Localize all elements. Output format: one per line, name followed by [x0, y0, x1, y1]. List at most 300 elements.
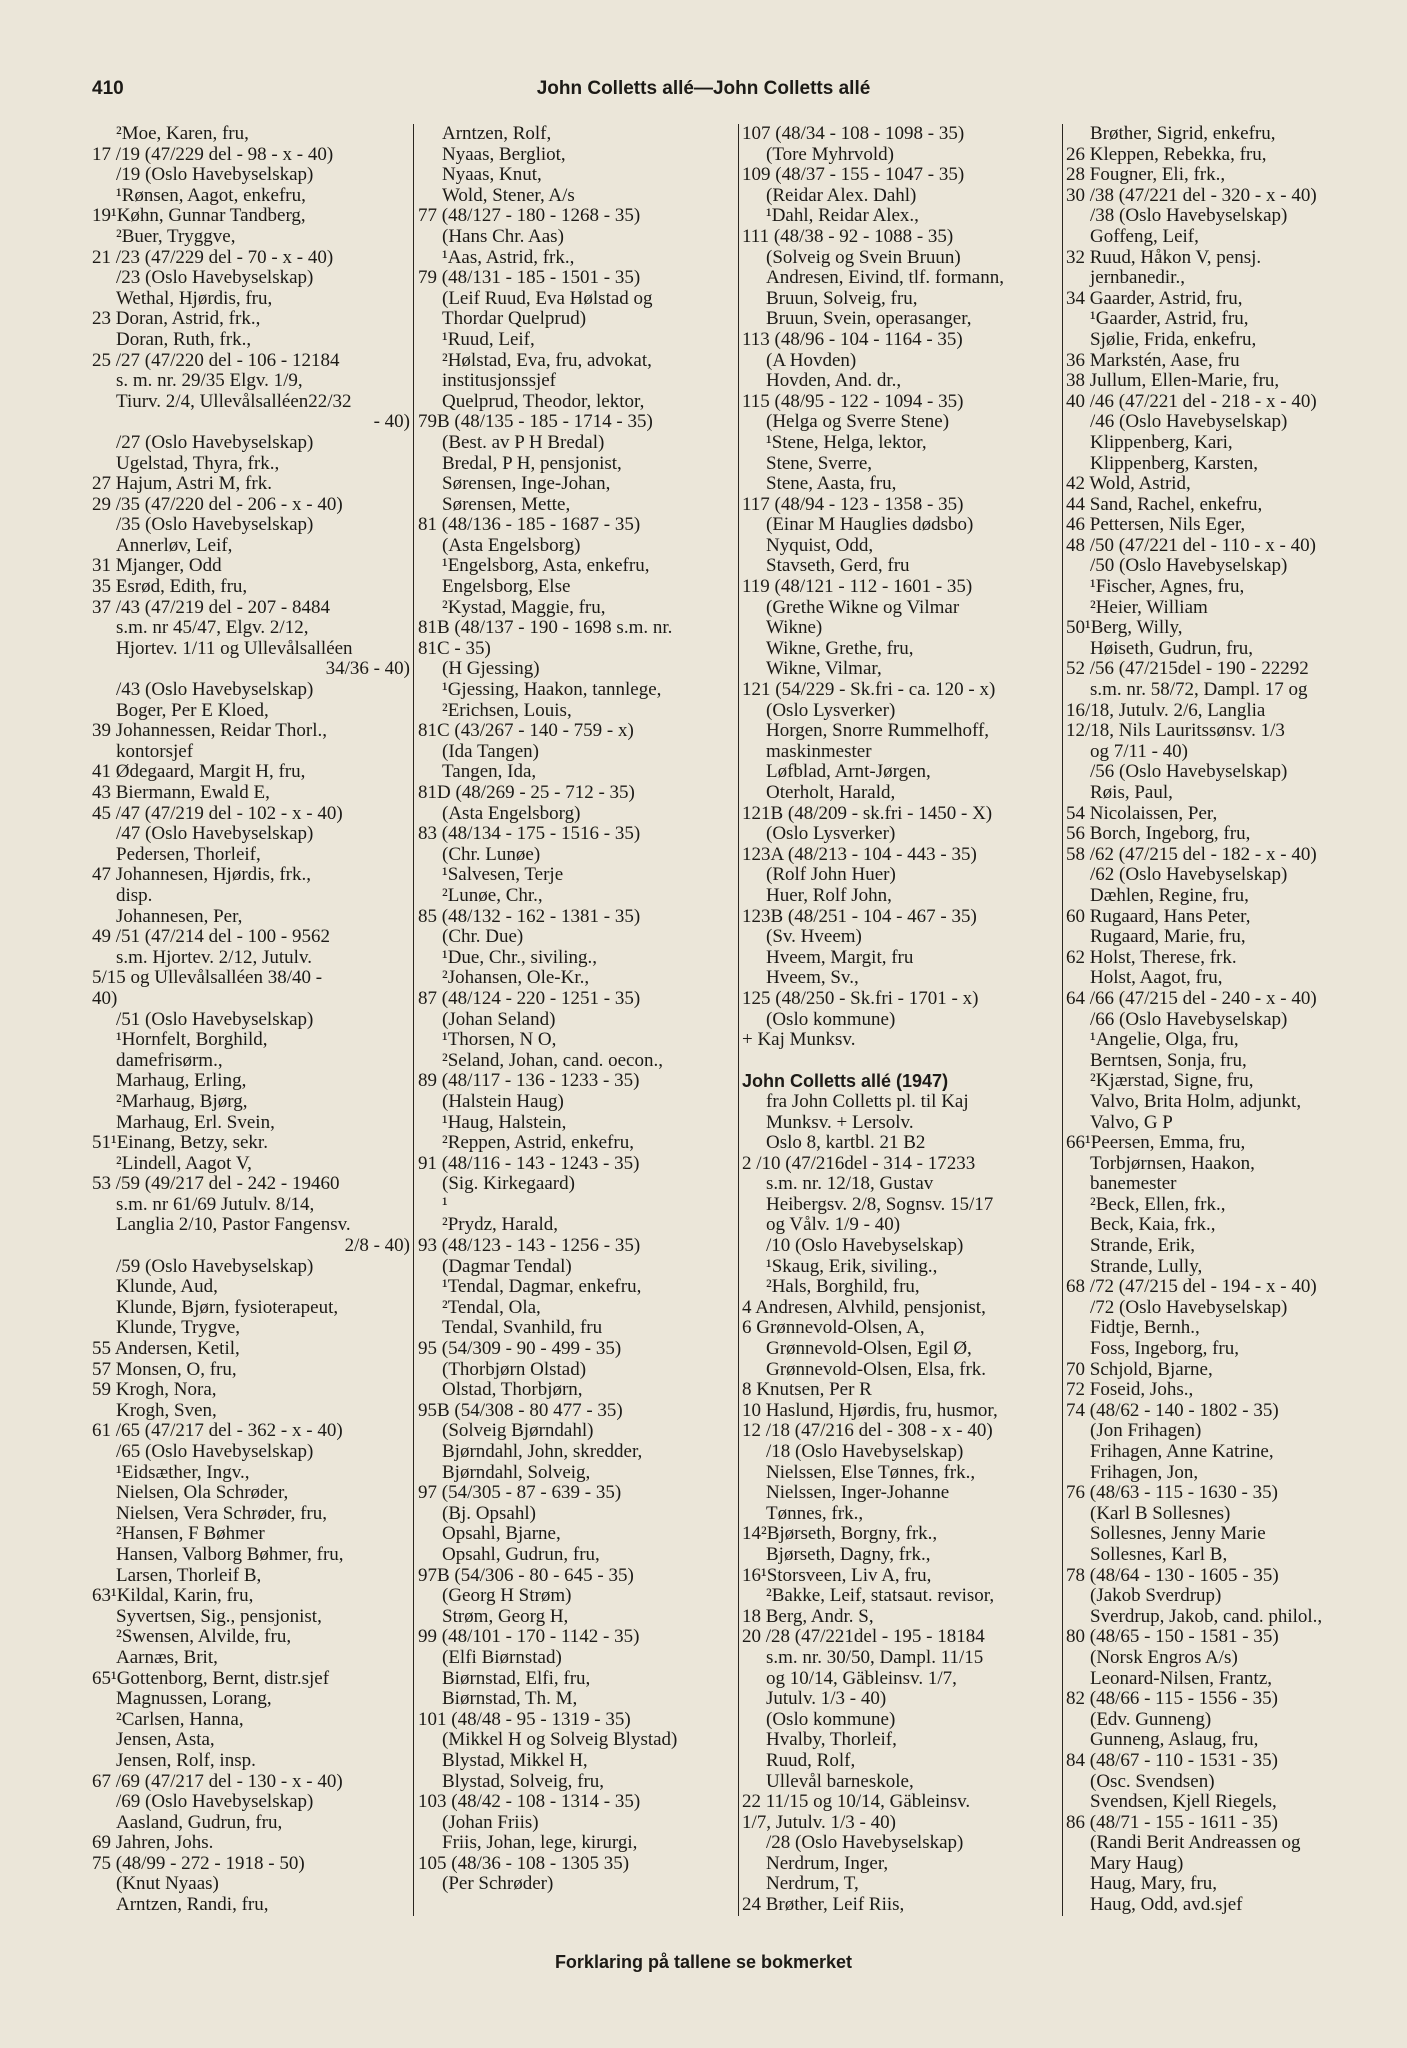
address-entry: 121B (48/209 - sk.fri - 1450 - X)	[742, 803, 993, 824]
resident-line: ¹	[442, 1194, 448, 1215]
address-entry: 12/18, Nils Lauritssønsv. 1/3	[1066, 721, 1285, 742]
address-entry: 40 /46 (47/221 del - 218 - x - 40)	[1066, 391, 1317, 412]
resident-line: /56 (Oslo Havebyselskap)	[1090, 762, 1288, 783]
resident-line: Ullevål barneskole,	[766, 1771, 914, 1792]
resident-line: /43 (Oslo Havebyselskap)	[116, 680, 314, 701]
address-entry: 81 (48/136 - 185 - 1687 - 35)	[418, 515, 641, 536]
directory-columns	[92, 124, 1382, 1924]
resident-line: og 7/11 - 40)	[1090, 741, 1188, 762]
resident-line: (Helga og Sverre Stene)	[766, 412, 950, 433]
address-entry: 56 Borch, Ingeborg, fru,	[1066, 824, 1251, 845]
entry-continuation: - 40)	[373, 412, 410, 433]
resident-line: Munksv. + Lersolv.	[766, 1112, 914, 1133]
address-entry: 55 Andersen, Ketil,	[92, 1339, 240, 1360]
address-entry: 28 Fougner, Eli, frk.,	[1066, 165, 1226, 186]
resident-line: /50 (Oslo Havebyselskap)	[1090, 556, 1288, 577]
resident-line: Thordar Quelprud)	[442, 309, 587, 330]
address-entry: 93 (48/123 - 143 - 1256 - 35)	[418, 1236, 641, 1257]
resident-line: (Hans Chr. Aas)	[442, 226, 564, 247]
resident-line: Tiurv. 2/4, Ullevålsalléen22/32	[116, 391, 352, 412]
address-entry: 74 (48/62 - 140 - 1802 - 35)	[1066, 1400, 1279, 1421]
address-entry: 42 Wold, Astrid,	[1066, 474, 1191, 495]
address-entry: 111 (48/38 - 92 - 1088 - 35)	[742, 226, 954, 247]
resident-line: og 10/14, Gäbleinsv. 1/7,	[766, 1668, 957, 1689]
resident-line: Jutulv. 1/3 - 40)	[766, 1689, 887, 1710]
resident-line: /35 (Oslo Havebyselskap)	[116, 515, 314, 536]
resident-line: Bjørndahl, John, skredder,	[442, 1442, 643, 1462]
resident-line: Pedersen, Thorleif,	[116, 844, 261, 865]
resident-line: Nyaas, Bergliot,	[442, 144, 566, 165]
address-entry: 48 /50 (47/221 del - 110 - x - 40)	[1066, 535, 1316, 556]
resident-line: (Grethe Wikne og Vilmar	[766, 597, 960, 618]
resident-line: (Chr. Lunøe)	[442, 844, 541, 865]
resident-line: Engelsborg, Else	[442, 577, 571, 598]
address-entry: 101 (48/48 - 95 - 1319 - 35)	[418, 1709, 631, 1730]
resident-line: /23 (Oslo Havebyselskap)	[116, 268, 314, 289]
address-entry: 1/7, Jutulv. 1/3 - 40)	[742, 1812, 896, 1833]
resident-line: ¹Stene, Helga, lektor,	[766, 432, 927, 453]
resident-line: Fidtje, Bernh.,	[1090, 1318, 1200, 1339]
resident-line: (Chr. Due)	[442, 927, 524, 948]
address-entry: 40)	[92, 988, 118, 1009]
address-entry: 51¹Einang, Betzy, sekr.	[92, 1133, 268, 1154]
address-entry: 75 (48/99 - 272 - 1918 - 50)	[92, 1853, 305, 1874]
resident-line: Aasland, Gudrun, fru,	[116, 1812, 283, 1833]
resident-line: Larsen, Thorleif B,	[116, 1565, 262, 1586]
resident-line: Berntsen, Sonja, fru,	[1090, 1050, 1247, 1071]
resident-line: ¹Salvesen, Terje	[442, 865, 564, 886]
resident-line: s.m. nr 45/47, Elgv. 2/12,	[116, 618, 309, 639]
resident-line: Valvo, G P	[1090, 1112, 1173, 1133]
resident-line: Arntzen, Randi, fru,	[116, 1895, 269, 1916]
resident-line: (Edv. Gunneng)	[1090, 1709, 1212, 1730]
resident-line: (Johan Friis)	[442, 1812, 539, 1833]
resident-line: Nielsen, Vera Schrøder, fru,	[116, 1503, 327, 1524]
resident-line: /27 (Oslo Havebyselskap)	[116, 432, 314, 453]
resident-line: Sørensen, Inge-Johan,	[442, 474, 611, 495]
resident-line: (Halstein Haug)	[442, 1091, 564, 1112]
resident-line: (Reidar Alex. Dahl)	[766, 185, 917, 206]
resident-line: (Asta Engelsborg)	[442, 535, 581, 556]
address-entry: 66¹Peersen, Emma, fru,	[1066, 1133, 1246, 1154]
resident-line: Klunde, Bjørn, fysioterapeut,	[116, 1297, 339, 1318]
resident-line: ¹Ruud, Leif,	[442, 329, 535, 350]
resident-line: Sjølie, Frida, enkefru,	[1090, 329, 1257, 350]
resident-line: disp.	[116, 885, 153, 906]
address-entry: 36 Markstén, Aase, fru	[1066, 350, 1240, 371]
resident-line: Klunde, Trygve,	[116, 1318, 241, 1339]
resident-line: (Oslo Lysverker)	[766, 700, 896, 721]
resident-line: Wikne, Vilmar,	[766, 659, 882, 680]
address-entry: 69 Jahren, Johs.	[92, 1833, 214, 1854]
address-entry: 81B (48/137 - 190 - 1698 s.m. nr.	[418, 618, 673, 639]
resident-line: Strande, Erik,	[1090, 1236, 1196, 1257]
address-entry: 97 (54/305 - 87 - 639 - 35)	[418, 1483, 622, 1504]
resident-line: (Osc. Svendsen)	[1090, 1771, 1215, 1792]
address-entry: 30 /38 (47/221 del - 320 - x - 40)	[1066, 185, 1317, 206]
resident-line: ¹Thorsen, N O,	[442, 1030, 557, 1051]
resident-line: Nerdrum, T,	[766, 1874, 859, 1895]
resident-line: ²Reppen, Astrid, enkefru,	[442, 1133, 634, 1154]
address-entry: 29 /35 (47/220 del - 206 - x - 40)	[92, 494, 343, 515]
resident-line: Wethal, Hjørdis, fru,	[116, 288, 273, 309]
address-entry: 72 Foseid, Johs.,	[1066, 1380, 1194, 1401]
resident-line: jernbanedir.,	[1090, 268, 1185, 289]
resident-line: ¹Due, Chr., siviling.,	[442, 947, 598, 968]
resident-line: /59 (Oslo Havebyselskap)	[116, 1256, 314, 1277]
address-entry: 50¹Berg, Willy,	[1066, 618, 1183, 639]
column-4	[1066, 124, 1382, 1924]
address-entry: 6 Grønnevold-Olsen, A,	[742, 1318, 925, 1339]
resident-line: Olstad, Thorbjørn,	[442, 1380, 583, 1401]
resident-line: (Oslo kommune)	[766, 1709, 896, 1730]
resident-line: Mary Haug)	[1090, 1853, 1184, 1874]
resident-line: /18 (Oslo Havebyselskap)	[766, 1442, 964, 1462]
resident-line: Valvo, Brita Holm, adjunkt,	[1090, 1091, 1302, 1112]
resident-line: Marhaug, Erl. Svein,	[116, 1112, 275, 1133]
resident-line: (Knut Nyaas)	[116, 1874, 219, 1895]
resident-line: Brøther, Sigrid, enkefru,	[1090, 124, 1276, 144]
resident-line: Ruud, Rolf,	[766, 1750, 856, 1771]
address-entry: 79 (48/131 - 185 - 1501 - 35)	[418, 268, 641, 289]
resident-line: ¹Aas, Astrid, frk.,	[442, 247, 575, 268]
address-entry: 84 (48/67 - 110 - 1531 - 35)	[1066, 1750, 1278, 1771]
resident-line: /10 (Oslo Havebyselskap)	[766, 1236, 964, 1257]
resident-line: Grønnevold-Olsen, Egil Ø,	[766, 1339, 972, 1360]
resident-line: Beck, Kaia, frk.,	[1090, 1215, 1216, 1236]
page-header	[0, 78, 1407, 108]
resident-line: Frihagen, Jon,	[1090, 1462, 1199, 1483]
resident-line: ¹Haug, Halstein,	[442, 1112, 567, 1133]
resident-line: (Asta Engelsborg)	[442, 803, 581, 824]
resident-line: /69 (Oslo Havebyselskap)	[116, 1792, 314, 1813]
resident-line: Leonard-Nilsen, Frantz,	[1090, 1668, 1273, 1689]
address-entry: 77 (48/127 - 180 - 1268 - 35)	[418, 206, 641, 227]
address-entry: 47 Johannesen, Hjørdis, frk.,	[92, 865, 311, 886]
address-entry: 46 Pettersen, Nils Eger,	[1066, 515, 1246, 536]
resident-line: og Vålv. 1/9 - 40)	[766, 1215, 901, 1236]
resident-line: Opsahl, Bjarne,	[442, 1524, 561, 1545]
address-entry: 19¹Køhn, Gunnar Tandberg,	[92, 206, 306, 227]
resident-line: Klippenberg, Kari,	[1090, 432, 1233, 453]
address-entry: 4 Andresen, Alvhild, pensjonist,	[742, 1297, 986, 1318]
resident-line: Haug, Odd, avd.sjef	[1090, 1895, 1243, 1916]
resident-line: Tangen, Ida,	[442, 762, 537, 783]
column-divider	[738, 124, 739, 1916]
resident-line: Wikne)	[766, 618, 823, 639]
address-entry: 10 Haslund, Hjørdis, fru, husmor,	[742, 1400, 998, 1421]
address-entry: 61 /65 (47/217 del - 362 - x - 40)	[92, 1421, 343, 1442]
resident-line: s. m. nr. 29/35 Elgv. 1/9,	[116, 371, 303, 392]
resident-line: ²Kystad, Maggie, fru,	[442, 597, 606, 618]
address-entry: 41 Ødegaard, Margit H, fru,	[92, 762, 306, 783]
resident-line: Holst, Aagot, fru,	[1090, 968, 1223, 989]
resident-line: Wold, Stener, A/s	[442, 185, 575, 206]
resident-line: ¹Gjessing, Haakon, tannlege,	[442, 680, 662, 701]
resident-line: Sollesnes, Jenny Marie	[1090, 1524, 1266, 1545]
resident-line: Strøm, Georg H,	[442, 1606, 569, 1627]
column-2	[418, 124, 736, 1924]
address-entry: 107 (48/34 - 108 - 1098 - 35)	[742, 124, 965, 144]
resident-line: Huer, Rolf John,	[766, 885, 892, 906]
resident-line: Klippenberg, Karsten,	[1090, 453, 1258, 474]
resident-line: Nyquist, Odd,	[766, 535, 874, 556]
resident-line: Blystad, Solveig, fru,	[442, 1771, 605, 1792]
resident-line: ²Beck, Ellen, frk.,	[1090, 1194, 1226, 1215]
address-entry: 12 /18 (47/216 del - 308 - x - 40)	[742, 1421, 993, 1442]
resident-line: (Elfi Biørnstad)	[442, 1647, 562, 1668]
resident-line: ¹Dahl, Reidar Alex.,	[766, 206, 919, 227]
resident-line: kontorsjef	[116, 741, 194, 762]
address-entry: 53 /59 (49/217 del - 242 - 19460	[92, 1174, 340, 1195]
address-entry: 43 Biermann, Ewald E,	[92, 783, 270, 803]
footer-note: Forklaring på tallene se bokmerket	[554, 1952, 853, 1972]
address-entry: 86 (48/71 - 155 - 1611 - 35)	[1066, 1812, 1278, 1833]
address-entry: 81D (48/269 - 25 - 712 - 35)	[418, 783, 635, 803]
resident-line: Hansen, Valborg Bøhmer, fru,	[116, 1544, 344, 1565]
resident-line: Heibergsv. 2/8, Sognsv. 15/17	[766, 1194, 994, 1215]
address-entry: 35 Esrød, Edith, fru,	[92, 577, 248, 598]
address-entry: 44 Sand, Rachel, enkefru,	[1066, 494, 1263, 515]
resident-line: s.m. nr. 58/72, Dampl. 17 og	[1090, 680, 1308, 701]
resident-line: (Oslo kommune)	[766, 1009, 896, 1030]
address-entry: 67 /69 (47/217 del - 130 - x - 40)	[92, 1771, 343, 1792]
resident-line: Dæhlen, Regine, fru,	[1090, 885, 1249, 906]
address-entry: 125 (48/250 - Sk.fri - 1701 - x)	[742, 988, 979, 1009]
address-entry: 83 (48/134 - 175 - 1516 - 35)	[418, 824, 641, 845]
resident-line: Boger, Per E Kloed,	[116, 700, 269, 721]
address-entry: 85 (48/132 - 162 - 1381 - 35)	[418, 906, 641, 927]
resident-line: (Johan Seland)	[442, 1009, 556, 1030]
resident-line: (Jon Frihagen)	[1090, 1421, 1202, 1442]
address-entry: 109 (48/37 - 155 - 1047 - 35)	[742, 165, 965, 186]
resident-line: /19 (Oslo Havebyselskap)	[116, 165, 314, 186]
address-entry: 25 /27 (47/220 del - 106 - 12184	[92, 350, 340, 371]
resident-line	[742, 1051, 1060, 1072]
resident-line: (Ida Tangen)	[442, 741, 539, 762]
resident-line: Hveem, Sv.,	[766, 968, 859, 989]
resident-line: Syvertsen, Sig., pensjonist,	[116, 1606, 322, 1627]
resident-line: s.m. nr 61/69 Jutulv. 8/14,	[116, 1194, 315, 1215]
resident-line: Annerløv, Leif,	[116, 535, 233, 556]
address-entry: 58 /62 (47/215 del - 182 - x - 40)	[1066, 844, 1317, 865]
running-head: John Colletts allé—John Colletts allé	[536, 78, 871, 99]
resident-line: Hovden, And. dr.,	[766, 371, 902, 392]
resident-line: ²Moe, Karen, fru,	[116, 124, 249, 144]
address-entry: 38 Jullum, Ellen-Marie, fru,	[1066, 371, 1280, 392]
resident-line: Jensen, Asta,	[116, 1730, 215, 1751]
resident-line: Nyaas, Knut,	[442, 165, 542, 186]
column-3	[742, 124, 1060, 1924]
address-entry: 87 (48/124 - 220 - 1251 - 35)	[418, 988, 641, 1009]
address-entry: 16/18, Jutulv. 2/6, Langlia	[1066, 700, 1266, 721]
resident-line: ²Prydz, Harald,	[442, 1215, 558, 1236]
resident-line: Torbjørnsen, Haakon,	[1090, 1153, 1255, 1174]
resident-line: Andresen, Eivind, tlf. formann,	[766, 268, 1004, 289]
address-entry: 63¹Kildal, Karin, fru,	[92, 1586, 254, 1607]
resident-line: Goffeng, Leif,	[1090, 226, 1199, 247]
address-entry: 22 11/15 og 10/14, Gäbleinsv.	[742, 1792, 971, 1813]
resident-line: (Rolf John Huer)	[766, 865, 896, 886]
address-entry: 59 Krogh, Nora,	[92, 1380, 217, 1401]
resident-line: Sørensen, Mette,	[442, 494, 571, 515]
resident-line: ²Buer, Tryggve,	[116, 226, 236, 247]
resident-line: s.m. Hjortev. 2/12, Jutulv.	[116, 947, 312, 968]
resident-line: Bredal, P H, pensjonist,	[442, 453, 622, 474]
resident-line: (Randi Berit Andreassen og	[1090, 1833, 1301, 1854]
resident-line: Marhaug, Erling,	[116, 1071, 247, 1092]
resident-line: fra John Colletts pl. til Kaj	[766, 1091, 969, 1112]
address-entry: 45 /47 (47/219 del - 102 - x - 40)	[92, 803, 343, 824]
resident-line: ¹Skaug, Erik, siviling.,	[766, 1256, 938, 1277]
address-entry: 78 (48/64 - 130 - 1605 - 35)	[1066, 1565, 1279, 1586]
column-divider	[1062, 124, 1063, 1916]
resident-line: ²Kjærstad, Signe, fru,	[1090, 1071, 1254, 1092]
resident-line: (Sv. Hveem)	[766, 927, 862, 948]
resident-line: (Tore Myhrvold)	[766, 144, 894, 165]
resident-line: ²Marhaug, Bjørg,	[116, 1091, 248, 1112]
address-entry: 32 Ruud, Håkon V, pensj.	[1066, 247, 1262, 268]
resident-line: Horgen, Snorre Rummelhoff,	[766, 721, 990, 742]
resident-line: Nielssen, Inger-Johanne	[766, 1483, 950, 1504]
resident-line: (Bj. Opsahl)	[442, 1503, 536, 1524]
address-entry: 91 (48/116 - 143 - 1243 - 35)	[418, 1153, 640, 1174]
resident-line: Sollesnes, Karl B,	[1090, 1544, 1228, 1565]
address-entry: 2 /10 (47/216del - 314 - 17233	[742, 1153, 976, 1174]
resident-line: Tendal, Svanhild, fru	[442, 1318, 603, 1339]
resident-line: Gunneng, Aslaug, fru,	[1090, 1730, 1259, 1751]
resident-line: /47 (Oslo Havebyselskap)	[116, 824, 314, 845]
address-entry: 27 Hajum, Astri M, frk.	[92, 474, 272, 495]
resident-line: ²Lunøe, Chr.,	[442, 885, 543, 906]
address-entry: 24 Brøther, Leif Riis,	[742, 1895, 905, 1916]
resident-line: ²Hansen, F Bøhmer	[116, 1524, 265, 1545]
resident-line: Johannesen, Per,	[116, 906, 243, 927]
resident-line: (Georg H Strøm)	[442, 1586, 572, 1607]
resident-line: Haug, Mary, fru,	[1090, 1874, 1217, 1895]
address-entry: + Kaj Munksv.	[742, 1030, 856, 1051]
resident-line: /51 (Oslo Havebyselskap)	[116, 1009, 314, 1030]
resident-line: /65 (Oslo Havebyselskap)	[116, 1442, 314, 1462]
resident-line: banemester	[1090, 1174, 1177, 1195]
address-entry: 21 /23 (47/229 del - 70 - x - 40)	[92, 247, 334, 268]
address-entry: 34 Gaarder, Astrid, fru,	[1066, 288, 1243, 309]
resident-line: ¹Hornfelt, Borghild,	[116, 1030, 268, 1051]
resident-line: ²Lindell, Aagot V,	[116, 1153, 252, 1174]
address-entry: 123A (48/213 - 104 - 443 - 35)	[742, 844, 977, 865]
resident-line: (Einar M Hauglies dødsbo)	[766, 515, 974, 536]
address-entry: 121 (54/229 - Sk.fri - ca. 120 - x)	[742, 680, 996, 701]
address-entry: 80 (48/65 - 150 - 1581 - 35)	[1066, 1627, 1279, 1648]
resident-line: Hjortev. 1/11 og Ullevålsalléen	[116, 638, 353, 659]
address-entry: 103 (48/42 - 108 - 1314 - 35)	[418, 1792, 641, 1813]
resident-line: ¹Eidsæther, Ingv.,	[116, 1462, 250, 1483]
resident-line: Biørnstad, Th. M,	[442, 1689, 578, 1710]
page-number: 410	[92, 78, 124, 99]
address-entry: 14²Bjørseth, Borgny, frk.,	[742, 1524, 938, 1545]
resident-line: (Mikkel H og Solveig Blystad)	[442, 1730, 678, 1751]
address-entry: 95B (54/308 - 80 477 - 35)	[418, 1400, 623, 1421]
address-entry: 39 Johannessen, Reidar Thorl.,	[92, 721, 327, 742]
resident-line: Doran, Ruth, frk.,	[116, 329, 252, 350]
resident-line: Friis, Johan, lege, kirurgi,	[442, 1833, 638, 1854]
address-entry: 18 Berg, Andr. S,	[742, 1606, 874, 1627]
address-entry: 31 Mjanger, Odd	[92, 556, 222, 577]
resident-line: Stene, Aasta, fru,	[766, 474, 897, 495]
resident-line: ²Bakke, Leif, statsaut. revisor,	[766, 1586, 995, 1607]
resident-line: (Norsk Engros A/s)	[1090, 1647, 1238, 1668]
resident-line: ¹Engelsborg, Asta, enkefru,	[442, 556, 650, 577]
resident-line: Tønnes, frk.,	[766, 1503, 864, 1524]
resident-line: ²Hals, Borghild, fru,	[766, 1277, 920, 1298]
entry-continuation: 34/36 - 40)	[325, 659, 410, 680]
address-entry: 5/15 og Ullevålsalléen 38/40 -	[92, 968, 323, 989]
resident-line: /38 (Oslo Havebyselskap)	[1090, 206, 1288, 227]
resident-line: Rugaard, Marie, fru,	[1090, 927, 1246, 948]
resident-line: Hveem, Margit, fru	[766, 947, 914, 968]
address-entry: 97B (54/306 - 80 - 645 - 35)	[418, 1565, 634, 1586]
address-entry: 82 (48/66 - 115 - 1556 - 35)	[1066, 1689, 1278, 1710]
resident-line: Jensen, Rolf, insp.	[116, 1750, 256, 1771]
resident-line: (Best. av P H Bredal)	[442, 432, 605, 453]
resident-line: Bjørseth, Dagny, frk.,	[766, 1544, 931, 1565]
address-entry: 117 (48/94 - 123 - 1358 - 35)	[742, 494, 964, 515]
resident-line: Grønnevold-Olsen, Elsa, frk.	[766, 1359, 987, 1380]
resident-line: Bruun, Solveig, fru,	[766, 288, 918, 309]
resident-line: ¹Rønsen, Aagot, enkefru,	[116, 185, 306, 206]
address-entry: 26 Kleppen, Rebekka, fru,	[1066, 144, 1267, 165]
resident-line: Høiseth, Gudrun, fru,	[1090, 638, 1254, 659]
address-entry: 65¹Gottenborg, Bernt, distr.sjef	[92, 1668, 330, 1689]
resident-line: Foss, Ingeborg, fru,	[1090, 1339, 1240, 1360]
address-entry: 113 (48/96 - 104 - 1164 - 35)	[742, 329, 963, 350]
resident-line: ¹Gaarder, Astrid, fru,	[1090, 309, 1249, 330]
resident-line: s.m. nr. 12/18, Gustav	[766, 1174, 934, 1195]
address-entry: 16¹Storsveen, Liv A, fru,	[742, 1565, 932, 1586]
resident-line: Bruun, Svein, operasanger,	[766, 309, 972, 330]
resident-line: maskinmester	[766, 741, 872, 762]
address-entry: 64 /66 (47/215 del - 240 - x - 40)	[1066, 988, 1317, 1009]
resident-line: damefrisørm.,	[116, 1050, 223, 1071]
address-entry: 54 Nicolaissen, Per,	[1066, 803, 1218, 824]
address-entry: 79B (48/135 - 185 - 1714 - 35)	[418, 412, 653, 433]
resident-line: Svendsen, Kjell Riegels,	[1090, 1792, 1277, 1813]
address-entry: 81C (43/267 - 140 - 759 - x)	[418, 721, 634, 742]
resident-line: Opsahl, Gudrun, fru,	[442, 1544, 600, 1565]
address-entry: 99 (48/101 - 170 - 1142 - 35)	[418, 1627, 640, 1648]
resident-line: Ugelstad, Thyra, frk.,	[116, 453, 280, 474]
resident-line: /46 (Oslo Havebyselskap)	[1090, 412, 1288, 433]
address-entry: 49 /51 (47/214 del - 100 - 9562	[92, 927, 331, 948]
resident-line: Hvalby, Thorleif,	[766, 1730, 897, 1751]
resident-line: institusjonssjef	[442, 371, 557, 392]
resident-line: ²Heier, William	[1090, 597, 1208, 618]
resident-line: ²Hølstad, Eva, fru, advokat,	[442, 350, 652, 371]
resident-line: (Per Schrøder)	[442, 1874, 554, 1895]
column-divider	[413, 124, 414, 1916]
resident-line: (Solveig og Svein Bruun)	[766, 247, 961, 268]
address-entry: 95 (54/309 - 90 - 499 - 35)	[418, 1339, 622, 1360]
address-entry: 70 Schjold, Bjarne,	[1066, 1359, 1213, 1380]
resident-line: (Dagmar Tendal)	[442, 1256, 572, 1277]
address-entry: 105 (48/36 - 108 - 1305 35)	[418, 1853, 630, 1874]
resident-line: Røis, Paul,	[1090, 783, 1173, 803]
resident-line: ²Johansen, Ole-Kr.,	[442, 968, 590, 989]
resident-line: Blystad, Mikkel H,	[442, 1750, 588, 1771]
resident-line: ²Tendal, Ola,	[442, 1297, 541, 1318]
address-entry: 76 (48/63 - 115 - 1630 - 35)	[1066, 1483, 1278, 1504]
address-entry: 81C - 35)	[418, 638, 491, 659]
